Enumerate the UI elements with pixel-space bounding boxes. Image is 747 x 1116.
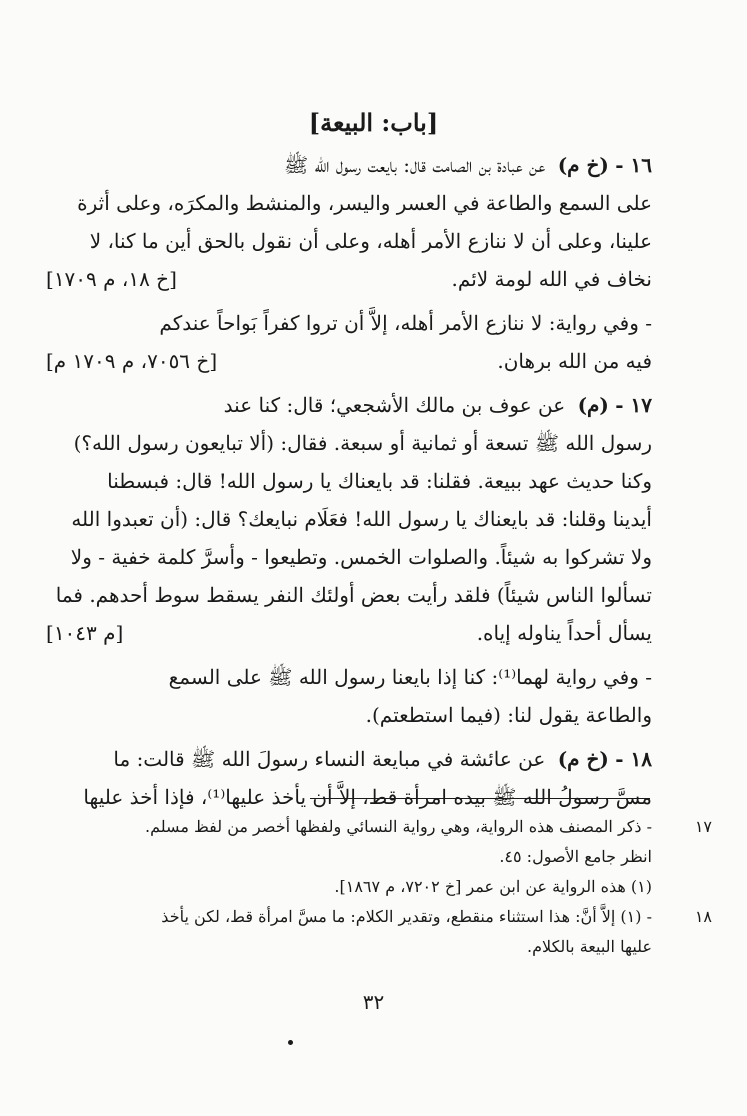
footnote-line: - ذكر المصنف هذه الرواية، وهي رواية النسائي ولفظها أخصر من لفظ مسلم.	[145, 817, 652, 836]
footnote-18	[60, 902, 712, 962]
print-dot	[288, 1040, 293, 1045]
text-line: - وفي رواية: لا ننازع الأمر أهله، إلاَّ أن تروا كفراً بَواحاً عندكم	[159, 311, 652, 335]
reference: [خ ٧٠٥٦، م ١٧٠٩ م]	[46, 349, 218, 373]
hadith-number: ١٦ -	[615, 153, 652, 177]
text-line: رسول الله ﷺ تسعة أو ثمانية أو سبعة. فقال: (ألا تبايعون رسول الله؟)	[73, 431, 652, 455]
text-line: على السمع والطاعة في العسر واليسر، والمنشط والمكرَه، وعلى أثرة	[77, 191, 652, 215]
text-line: - وفي رواية لهما⁽¹⁾: كنا إذا بايعنا رسول الله ﷺ على السمع	[168, 665, 652, 689]
text-line: نخاف في الله لومة لائم.	[451, 267, 652, 291]
hadith-17	[46, 386, 652, 652]
text-line: فيه من الله برهان.	[497, 349, 652, 373]
footnote-number: ١٧	[694, 817, 712, 836]
hadith-17-variant	[46, 658, 652, 734]
text-line: والطاعة يقول لنا: (فيما استطعتم).	[365, 703, 652, 727]
hadith-source: (م)	[577, 393, 609, 417]
footnote-number: ١٨	[694, 907, 712, 926]
hadith-16-variant	[46, 304, 652, 380]
main-text	[46, 146, 652, 822]
text-line: عن عبادة بن الصامت قال: بايعت رسول الله ﷺ	[284, 153, 546, 177]
section-heading: [باب: البيعة]	[308, 108, 439, 137]
footnote-17	[60, 812, 712, 902]
hadith-16	[46, 146, 652, 298]
hadith-source: (خ م)	[557, 153, 609, 177]
text-line: علينا، وعلى أن لا ننازع الأمر أهله، وعلى أن نقول بالحق أين ما كنا، لا	[89, 229, 652, 253]
footnotes	[60, 812, 712, 962]
footnote-line: عليها البيعة بالكلام.	[527, 937, 652, 956]
text-line: أيدينا وقلنا: قد بايعناك يا رسول الله! فعَلَام نبايعك؟ قال: (أن تعبدوا الله	[71, 507, 652, 531]
footnote-line: (١) هذه الرواية عن ابن عمر [خ ٧٢٠٢، م ١٨٦٧].	[334, 877, 652, 896]
text-line: مسَّ رسولُ الله ﷺ بيده امرأة قط، إلاَّ أن يأخذ عليها⁽¹⁾، فإذا أخذ عليها	[83, 785, 652, 809]
hadith-18	[46, 740, 652, 816]
text-line: يسأل أحداً يناوله إياه.	[476, 621, 652, 645]
page-number: ٣٢	[362, 990, 385, 1014]
text-line: تسألوا الناس شيئاً) فلقد رأيت بعض أولئك النفر يسقط سوط أحدهم. فما	[55, 583, 652, 607]
text-line: عن عائشة في مبايعة النساء رسولَ الله ﷺ قالت: ما	[113, 747, 546, 771]
reference: [م ١٠٤٣]	[46, 621, 124, 645]
reference: [خ ١٨، م ١٧٠٩]	[46, 267, 177, 291]
footnote-line: انظر جامع الأصول: ٤٥.	[499, 847, 652, 866]
hadith-number: ١٧ -	[615, 393, 652, 417]
footnote-divider	[310, 798, 650, 799]
hadith-source: (خ م)	[557, 747, 609, 771]
text-line: عن عوف بن مالك الأشجعي؛ قال: كنا عند	[223, 393, 566, 417]
text-line: وكنا حديث عهد ببيعة. فقلنا: قد بايعناك يا رسول الله! قال: فبسطنا	[107, 469, 652, 493]
footnote-line: - (١) إلاَّ أنَّ: هذا استثناء منقطع، وتقدير الكلام: ما مسَّ امرأة قط، لكن يأخذ	[161, 907, 652, 926]
hadith-number: ١٨ -	[615, 747, 652, 771]
text-line: ولا تشركوا به شيئاً. والصلوات الخمس. وتطيعوا - وأسرَّ كلمة خفية - ولا	[70, 545, 652, 569]
